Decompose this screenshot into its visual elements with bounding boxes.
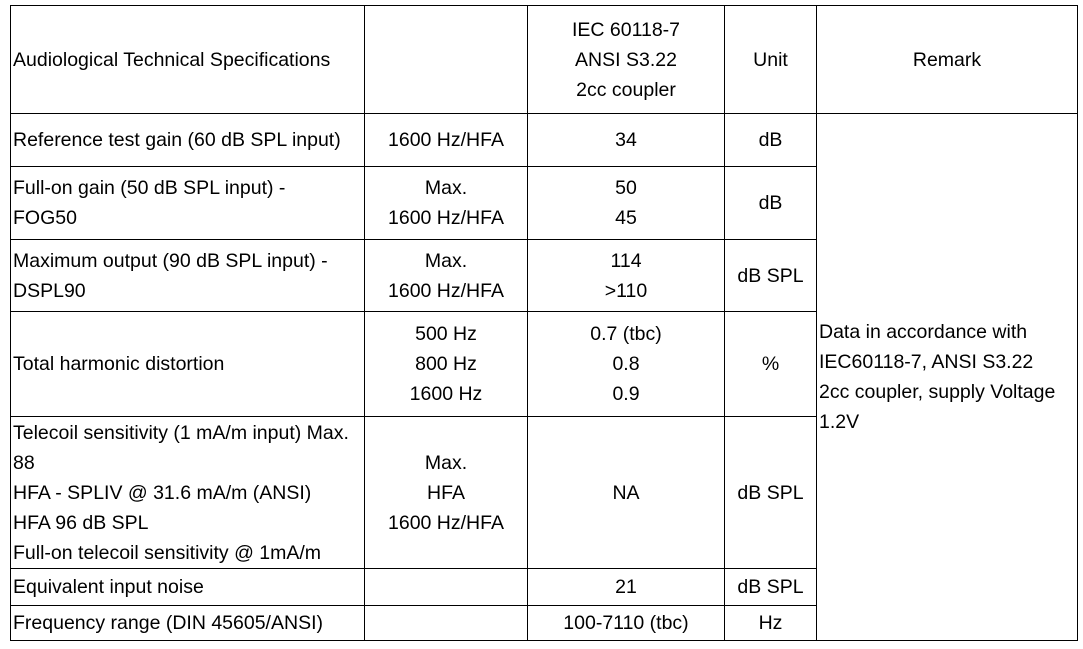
value-cell (528, 167, 725, 240)
condition-line: Max. (424, 177, 468, 199)
spec-line: Telecoil sensitivity (1 mA/m input) Max. (13, 421, 349, 444)
header-remark: Remark (817, 6, 1078, 114)
value-line: 0.7 (tbc) (590, 323, 662, 345)
condition-line: HFA (427, 481, 465, 504)
condition-cell (365, 606, 528, 641)
spec-cell (11, 167, 365, 240)
unit-cell: dB (725, 167, 817, 240)
condition-line: Max. (424, 249, 468, 272)
header-spec: Audiological Technical Specifications (11, 6, 365, 114)
value-line: 0.8 (612, 353, 640, 375)
spec-line: HFA 96 dB SPL (13, 511, 149, 534)
condition-line: 1600 Hz (409, 383, 483, 405)
unit-cell: dB (725, 114, 817, 167)
condition-line: 1600 Hz/HFA (388, 279, 504, 302)
value-line: >110 (604, 279, 648, 302)
spec-line: Frequency range (DIN 45605/ANSI) (13, 612, 323, 634)
spec-line: Maximum output (90 dB SPL input) - (13, 249, 328, 272)
remark-line: IEC60118-7, ANSI S3.22 (819, 351, 1034, 373)
spec-line: Total harmonic distortion (13, 353, 225, 375)
condition-cell (365, 569, 528, 606)
value-line: 34 (615, 129, 637, 151)
remark-cell (817, 114, 1078, 641)
condition-cell (365, 417, 528, 569)
spec-line: DSPL90 (13, 279, 86, 302)
value-line: 0.9 (612, 383, 640, 405)
spec-table (10, 5, 1078, 641)
unit-cell: Hz (725, 606, 817, 641)
spec-cell (11, 114, 365, 167)
condition-line: 500 Hz (415, 323, 477, 345)
value-line: 50 (615, 177, 637, 199)
condition-line: 1600 Hz/HFA (388, 207, 504, 229)
spec-line: HFA - SPLIV @ 31.6 mA/m (ANSI) (13, 481, 312, 504)
spec-line: Full-on gain (50 dB SPL input) - (13, 177, 286, 199)
value-line: 100-7110 (tbc) (563, 612, 689, 634)
unit-cell: dB SPL (725, 240, 817, 312)
remark-line: 2cc coupler, supply Voltage (819, 381, 1056, 403)
header-standard-line: IEC 60118-7 (571, 18, 681, 41)
header-condition (365, 6, 528, 114)
unit-cell: % (725, 312, 817, 417)
condition-line: Max. (424, 451, 468, 474)
spec-line: Equivalent input noise (13, 576, 204, 598)
condition-line: 1600 Hz/HFA (388, 129, 504, 151)
value-line: 45 (615, 207, 637, 229)
table-row (11, 114, 1078, 167)
header-standard-line: ANSI S3.22 (575, 48, 677, 71)
spec-cell (11, 417, 365, 569)
value-cell (528, 569, 725, 606)
value-cell (528, 606, 725, 641)
header-standard (528, 6, 725, 114)
value-cell (528, 417, 725, 569)
value-cell (528, 114, 725, 167)
unit-cell: dB SPL (725, 417, 817, 569)
spec-line: 88 (13, 451, 35, 474)
spec-cell (11, 606, 365, 641)
value-line: NA (612, 481, 640, 504)
remark-line: Data in accordance with (819, 321, 1028, 343)
remark-line: 1.2V (819, 411, 860, 433)
value-cell (528, 312, 725, 417)
header-standard-line: 2cc coupler (576, 78, 676, 101)
condition-cell (365, 114, 528, 167)
spec-cell (11, 312, 365, 417)
unit-cell: dB SPL (725, 569, 817, 606)
value-line: 21 (615, 576, 637, 598)
condition-line: 1600 Hz/HFA (388, 511, 504, 534)
spec-cell (11, 240, 365, 312)
condition-cell (365, 240, 528, 312)
value-cell (528, 240, 725, 312)
spec-cell (11, 569, 365, 606)
value-line: 114 (610, 249, 642, 272)
header-row (11, 6, 1078, 114)
spec-line: Reference test gain (60 dB SPL input) (13, 129, 341, 151)
condition-cell (365, 312, 528, 417)
spec-line: FOG50 (13, 207, 77, 229)
header-unit: Unit (725, 6, 817, 114)
spec-line: Full-on telecoil sensitivity @ 1mA/m (13, 541, 322, 564)
condition-cell (365, 167, 528, 240)
condition-line: 800 Hz (415, 353, 477, 375)
